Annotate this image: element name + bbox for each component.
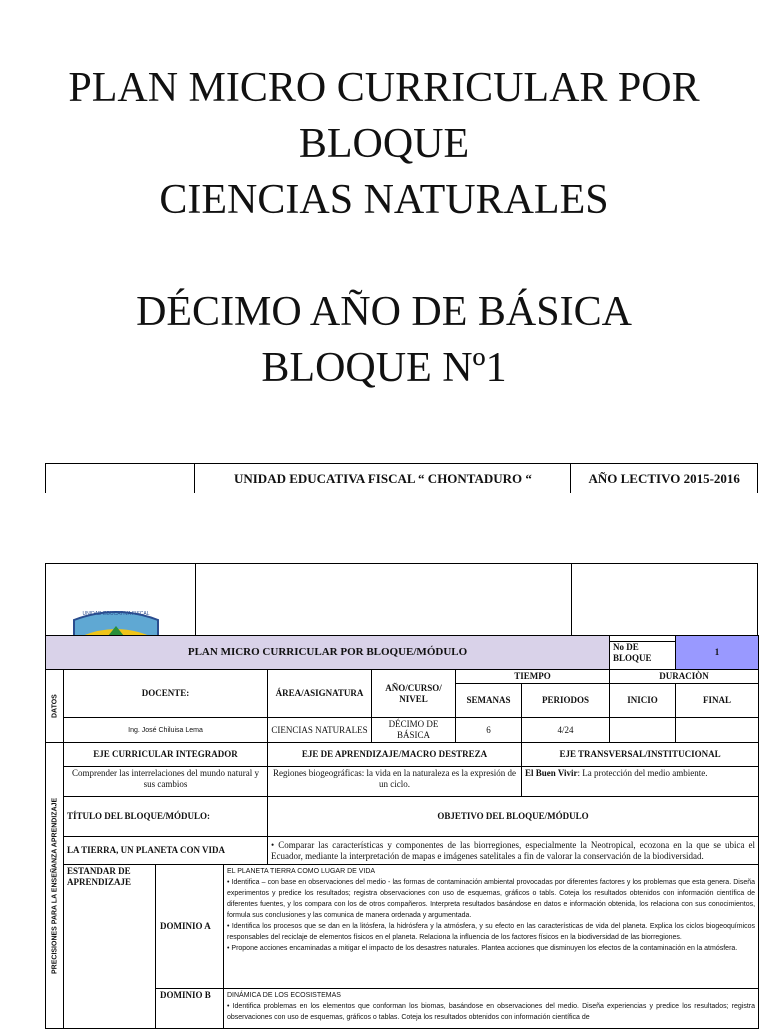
school-logo-icon	[68, 606, 164, 636]
no-bloque-label: No DE BLOQUE	[610, 636, 676, 670]
final-value	[676, 718, 759, 743]
dominio-a-text-3: • Propone acciones encaminadas a mitigar el impacto de los desastres naturales. Plantea acciones que disminuyen los efectos de la contaminación en la atmósfera.	[227, 945, 738, 952]
periodos-value: 4/24	[522, 718, 610, 743]
inicio-value	[610, 718, 676, 743]
title-line-2: BLOQUE	[298, 121, 470, 167]
semanas-label: SEMANAS	[456, 684, 522, 718]
titulo-label: TÍTULO DEL BLOQUE/MÓDULO:	[64, 797, 268, 837]
header-empty-cell	[46, 464, 195, 494]
title-line-1: PLAN MICRO CURRICULAR POR	[68, 65, 700, 111]
title-line-4: DÉCIMO AÑO DE BÁSICA	[136, 289, 632, 335]
logo-row-empty-2	[571, 564, 757, 642]
buen-vivir-label: El Buen Vivir	[525, 768, 578, 778]
logo-row-empty-1	[195, 564, 571, 642]
docente-value: Ing. José Chiluisa Lema	[64, 718, 268, 743]
anio-value: DÉCIMO DE BÁSICA	[372, 718, 456, 743]
dominio-b-label: DOMINIO B	[156, 989, 224, 1029]
title-line-5: BLOQUE Nº1	[261, 345, 507, 391]
dominio-a-text-1: • Identifica – con base en observaciones del medio - las formas de contaminación ambiental provocadas por diferentes factores y los problemas que esta genera. Diseña experimentos y predice los resultados; registra observaciones con uso de esquemas, gráficos o tabls. Coteja los resultados obtenidos con información científica de diferentes fuentes, y los compara con los de otros compañeros. Interpreta resultados basándose en datos e información obtenida, los relaciona con sus conocimientos, formula sus conclusiones y las comunica de manera ordenada y argumentada.	[227, 879, 756, 919]
docente-label: DOCENTE:	[64, 670, 268, 718]
dominio-b-text: • Identifica problemas en los elementos que conforman los biomas, basándose en observaciones del medio. Diseña experiencias y predice los resultados; registra observaciones con uso de esquemas, gráficos o tablas. Coteja los resultados obtenidos con información científica de	[227, 1003, 756, 1021]
document-title	[0, 60, 768, 396]
eje-curricular-label: EJE CURRICULAR INTEGRADOR	[64, 743, 268, 767]
periodos-label: PERIODOS	[522, 684, 610, 718]
final-label: FINAL	[676, 684, 759, 718]
dominio-a-label: DOMINIO A	[156, 865, 224, 989]
plan-table	[45, 635, 759, 1029]
area-label: ÁREA/ASIGNATURA	[268, 670, 372, 718]
dominio-a-content	[224, 865, 759, 989]
eje-aprendizaje-value: Regiones biogeográficas: la vida en la naturaleza es la expresión de un ciclo.	[268, 767, 522, 797]
dominio-b-title: DINÁMICA DE LOS ECOSISTEMAS	[227, 992, 341, 999]
side-label-precisiones: PRECISIONES PARA LA ENSEÑANZA APRENDIZAJE	[46, 743, 64, 1029]
duracion-label: DURACIÒN	[610, 670, 759, 684]
school-year: AÑO LECTIVO 2015-2016	[571, 464, 758, 494]
anio-label: AÑO/CURSO/ NIVEL	[372, 670, 456, 718]
eje-curricular-value: Comprender las interrelaciones del mundo natural y sus cambios	[64, 767, 268, 797]
objetivo-label: OBJETIVO DEL BLOQUE/MÓDULO	[268, 797, 759, 837]
buen-vivir-text: : La protección del medio ambiente.	[577, 768, 708, 778]
title-line-3: CIENCIAS NATURALES	[159, 177, 609, 223]
eje-transversal-value	[522, 767, 759, 797]
school-header-table	[45, 463, 758, 493]
tiempo-label: TIEMPO	[456, 670, 610, 684]
titulo-value: LA TIERRA, UN PLANETA CON VIDA	[64, 837, 268, 865]
dominio-a-title: EL PLANETA TIERRA COMO LUGAR DE VIDA	[227, 868, 376, 875]
semanas-value: 6	[456, 718, 522, 743]
logo-cell	[46, 564, 196, 642]
eje-transversal-label: EJE TRANSVERSAL/INSTITUCIONAL	[522, 743, 759, 767]
dominio-b-content	[224, 989, 759, 1029]
logo-text: UNIDAD EDUCATIVA FISCAL	[82, 611, 150, 617]
logo-row-table	[45, 563, 758, 642]
school-name: UNIDAD EDUCATIVA FISCAL “ CHONTADURO “	[195, 464, 571, 494]
no-bloque-value: 1	[676, 636, 759, 670]
side-label-datos: DATOS	[46, 670, 64, 743]
eje-aprendizaje-label: EJE DE APRENDIZAJE/MACRO DESTREZA	[268, 743, 522, 767]
inicio-label: INICIO	[610, 684, 676, 718]
area-value: CIENCIAS NATURALES	[268, 718, 372, 743]
plan-title: PLAN MICRO CURRICULAR POR BLOQUE/MÓDULO	[46, 636, 610, 670]
objetivo-value: • Comparar las características y componentes de las biorregiones, especialmente la Neotropical, ecozona en la que se ubica el Ecuador, mediante la interpretación de mapas e imágenes satelitales a fin de valorar la conservación de la biodiversidad.	[268, 837, 759, 865]
dominio-a-text-2: • Identifica los procesos que se dan en la litósfera, la hidrósfera y la atmósfera, y su efecto en las características de vida del planeta. Explica los ciclos biogeoquímicos responsables del reciclaje de elementos físicos en el planeta. Relaciona la influencia de los factores físicos en la biodiversidad de las biorregiones.	[227, 923, 756, 941]
estandar-label: ESTANDAR DE APRENDIZAJE	[64, 865, 156, 1029]
